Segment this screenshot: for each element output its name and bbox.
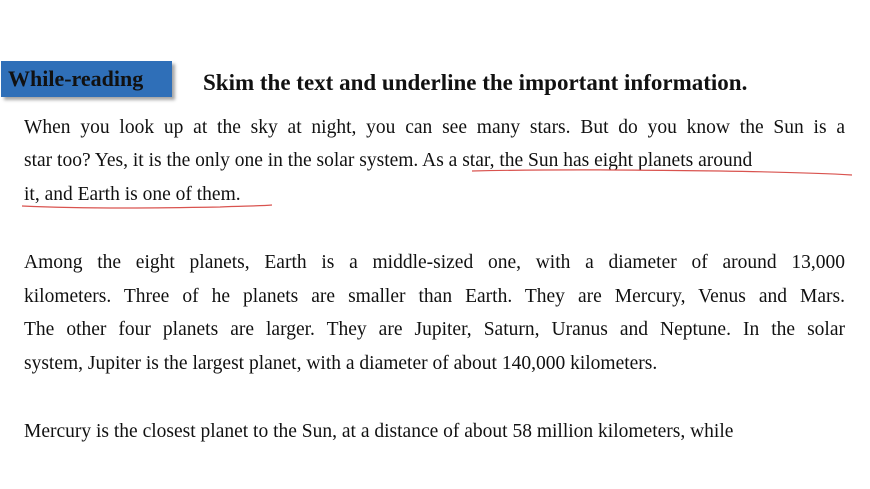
section-badge: [1, 61, 172, 97]
paragraph-1-line-2: [24, 144, 752, 178]
instruction-heading: Skim the text and underline the important information.: [203, 70, 748, 95]
paragraph-2-line-3: The other four planets are larger. They are Jupiter, Saturn, Uranus and Neptune. In the solar: [24, 319, 845, 340]
underlined-sentence-part-1: As a star, the Sun has eight planets around: [422, 150, 753, 171]
paragraph-3-line-1: Mercury is the closest planet to the Sun, at a distance of about 58 million kilometers, while: [24, 421, 734, 442]
paragraph-1-line-1: When you look up at the sky at night, you can see many stars. But do you know the Sun is a: [24, 117, 845, 138]
paragraph-2-line-2: kilometers. Three of he planets are smaller than Earth. They are Mercury, Venus and Mars.: [24, 286, 845, 307]
paragraph-1-line-2-text: star too? Yes, it is the only one in the solar system.: [24, 150, 419, 171]
paragraph-2-line-4: system, Jupiter is the largest planet, with a diameter of about 140,000 kilometers.: [24, 353, 658, 374]
section-badge-label: While-reading: [8, 66, 144, 91]
underlined-sentence-part-2: it, and Earth is one of them.: [24, 184, 241, 205]
paragraph-2-line-1: Among the eight planets, Earth is a middle-sized one, with a diameter of around 13,000: [24, 252, 845, 273]
